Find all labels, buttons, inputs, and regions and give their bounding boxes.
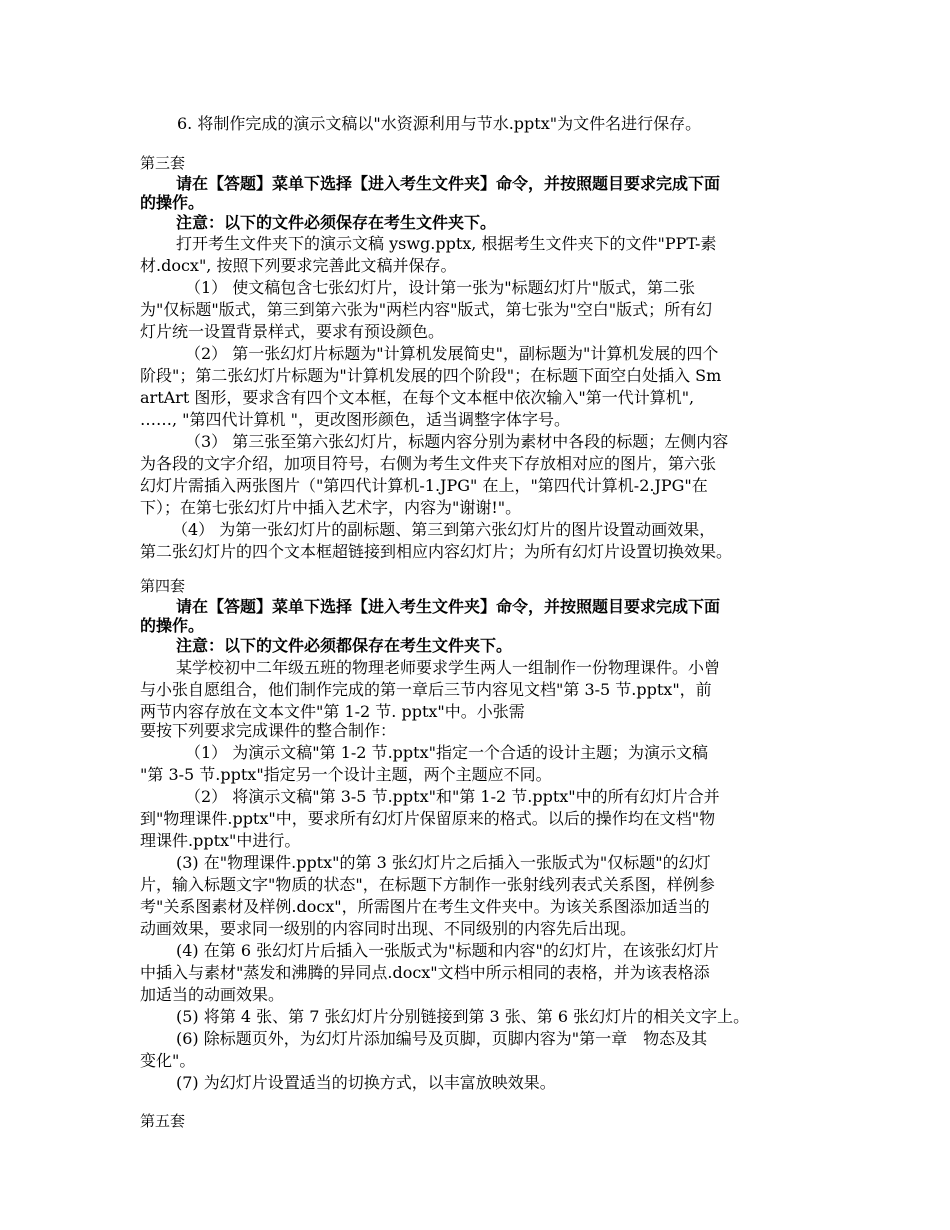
set3-item2-line1: （2） 第一张幻灯片标题为"计算机发展简史"，副标题为"计算机发展的四个	[185, 344, 719, 363]
set3-item2-line3: artArt 图形，要求含有四个文本框，在每个文本框中依次输入"第一代计算机",	[140, 388, 695, 407]
set4-item1-line2: "第 3-5 节.pptx"指定另一个设计主题，两个主题应不同。	[140, 765, 552, 784]
set4-instruction-line1: 请在【答题】菜单下选择【进入考生文件夹】命令，并按照题目要求完成下面	[176, 597, 721, 616]
set4-item6-line1: (6) 除标题页外，为幻灯片添加编号及页脚，页脚内容为"第一章 物态及其	[176, 1029, 708, 1048]
set3-intro-line1: 打开考生文件夹下的演示文稿 yswg.pptx, 根据考生文件夹下的文件"PPT-素	[176, 234, 717, 253]
set4-intro-line3: 两节内容存放在文本文件"第 1-2 节. pptx"中。小张需	[140, 702, 525, 721]
set4-item2-line1: （2） 将演示文稿"第 3-5 节.pptx"和"第 1-2 节.pptx"中的所有幻灯片合并	[185, 787, 720, 806]
set5-heading: 第五套	[140, 1112, 186, 1130]
set4-item3-line1: (3) 在"物理课件.pptx"的第 3 张幻灯片之后插入一张版式为"仅标题"的幻灯	[176, 853, 711, 872]
set4-item1-line1: （1） 为演示文稿"第 1-2 节.pptx"指定一个合适的设计主题；为演示文稿	[185, 743, 708, 762]
set3-item3-line1: （3） 第三张至第六张幻灯片，标题内容分别为素材中各段的标题；左侧内容	[185, 432, 729, 451]
set4-item3-line2: 片，输入标题文字"物质的状态"，在标题下方制作一张射线列表式关系图，样例参	[140, 875, 715, 894]
set3-instruction-line1: 请在【答题】菜单下选择【进入考生文件夹】命令，并按照题目要求完成下面	[176, 174, 721, 193]
set3-item1-line3: 灯片统一设置背景样式，要求有预设颜色。	[140, 322, 445, 341]
set4-item4-line2: 中插入与素材"蒸发和沸腾的异同点.docx"文档中所示相同的表格，并为该表格添	[140, 963, 710, 982]
item-6-save-file: 6. 将制作完成的演示文稿以"水资源利用与节水.pptx"为文件名进行保存。	[177, 114, 702, 133]
set3-item3-line2: 为各段的文字介绍，加项目符号，右侧为考生文件夹下存放相对应的图片，第六张	[140, 454, 717, 473]
set4-item4-line3: 加适当的动画效果。	[140, 985, 285, 1004]
set3-item3-line4: 下）；在第七张幻灯片中插入艺术字，内容为"谢谢!"。	[140, 498, 522, 517]
set4-instruction-line2: 的操作。	[140, 616, 205, 635]
set4-item5: (5) 将第 4 张、第 7 张幻灯片分别链接到第 3 张、第 6 张幻灯片的相关文字上。	[176, 1007, 750, 1026]
set4-item2-line3: 理课件.pptx"中进行。	[140, 831, 301, 850]
set4-intro-line1: 某学校初中二年级五班的物理老师要求学生两人一组制作一份物理课件。小曾	[176, 658, 721, 677]
set4-heading: 第四套	[140, 577, 186, 595]
set3-heading: 第三套	[140, 154, 186, 172]
set4-note: 注意：以下的文件必须都保存在考生文件夹下。	[176, 636, 513, 655]
set3-item1-line2: 为"仅标题"版式，第三到第六张为"两栏内容"版式，第七张为"空白"版式；所有幻	[140, 300, 713, 319]
set3-item2-line4: ……, "第四代计算机 "，更改图形颜色，适当调整字体字号。	[140, 410, 570, 429]
set4-item7: (7) 为幻灯片设置适当的切换方式，以丰富放映效果。	[176, 1073, 556, 1092]
set3-instruction-line2: 的操作。	[140, 193, 205, 212]
set3-item4-line1: （4） 为第一张幻灯片的副标题、第三到第六张幻灯片的图片设置动画效果，	[172, 520, 716, 539]
set3-item3-line3: 幻灯片需插入两张图片（"第四代计算机-1.JPG" 在上，"第四代计算机-2.JPG"在	[140, 476, 708, 495]
set4-item6-line2: 变化"。	[140, 1051, 196, 1070]
set4-item3-line4: 动画效果，要求同一级别的内容同时出现、不同级别的内容先后出现。	[140, 919, 637, 938]
set4-intro-line4: 要按下列要求完成课件的整合制作：	[140, 721, 397, 740]
set3-intro-line2: 材.docx", 按照下列要求完善此文稿并保存。	[140, 256, 457, 275]
set3-item4-line2: 第二张幻灯片的四个文本框超链接到相应内容幻灯片；为所有幻灯片设置切换效果。	[140, 542, 733, 561]
set3-item1-line1: （1） 使文稿包含七张幻灯片，设计第一张为"标题幻灯片"版式，第二张	[185, 278, 695, 297]
set4-item3-line3: 考"关系图素材及样例.docx"，所需图片在考生文件夹中。为该关系图添加适当的	[140, 897, 710, 916]
set3-note: 注意：以下的文件必须保存在考生文件夹下。	[176, 213, 497, 232]
set4-intro-line2: 与小张自愿组合，他们制作完成的第一章后三节内容见文档"第 3-5 节.pptx"，前	[140, 680, 712, 699]
set3-item2-line2: 阶段"；第二张幻灯片标题为"计算机发展的四个阶段"；在标题下面空白处插入 Sm	[140, 366, 722, 385]
set4-item4-line1: (4) 在第 6 张幻灯片后插入一张版式为"标题和内容"的幻灯片，在该张幻灯片	[176, 941, 719, 960]
set4-item2-line2: 到"物理课件.pptx"中，要求所有幻灯片保留原来的格式。以后的操作均在文档"物	[140, 809, 716, 828]
